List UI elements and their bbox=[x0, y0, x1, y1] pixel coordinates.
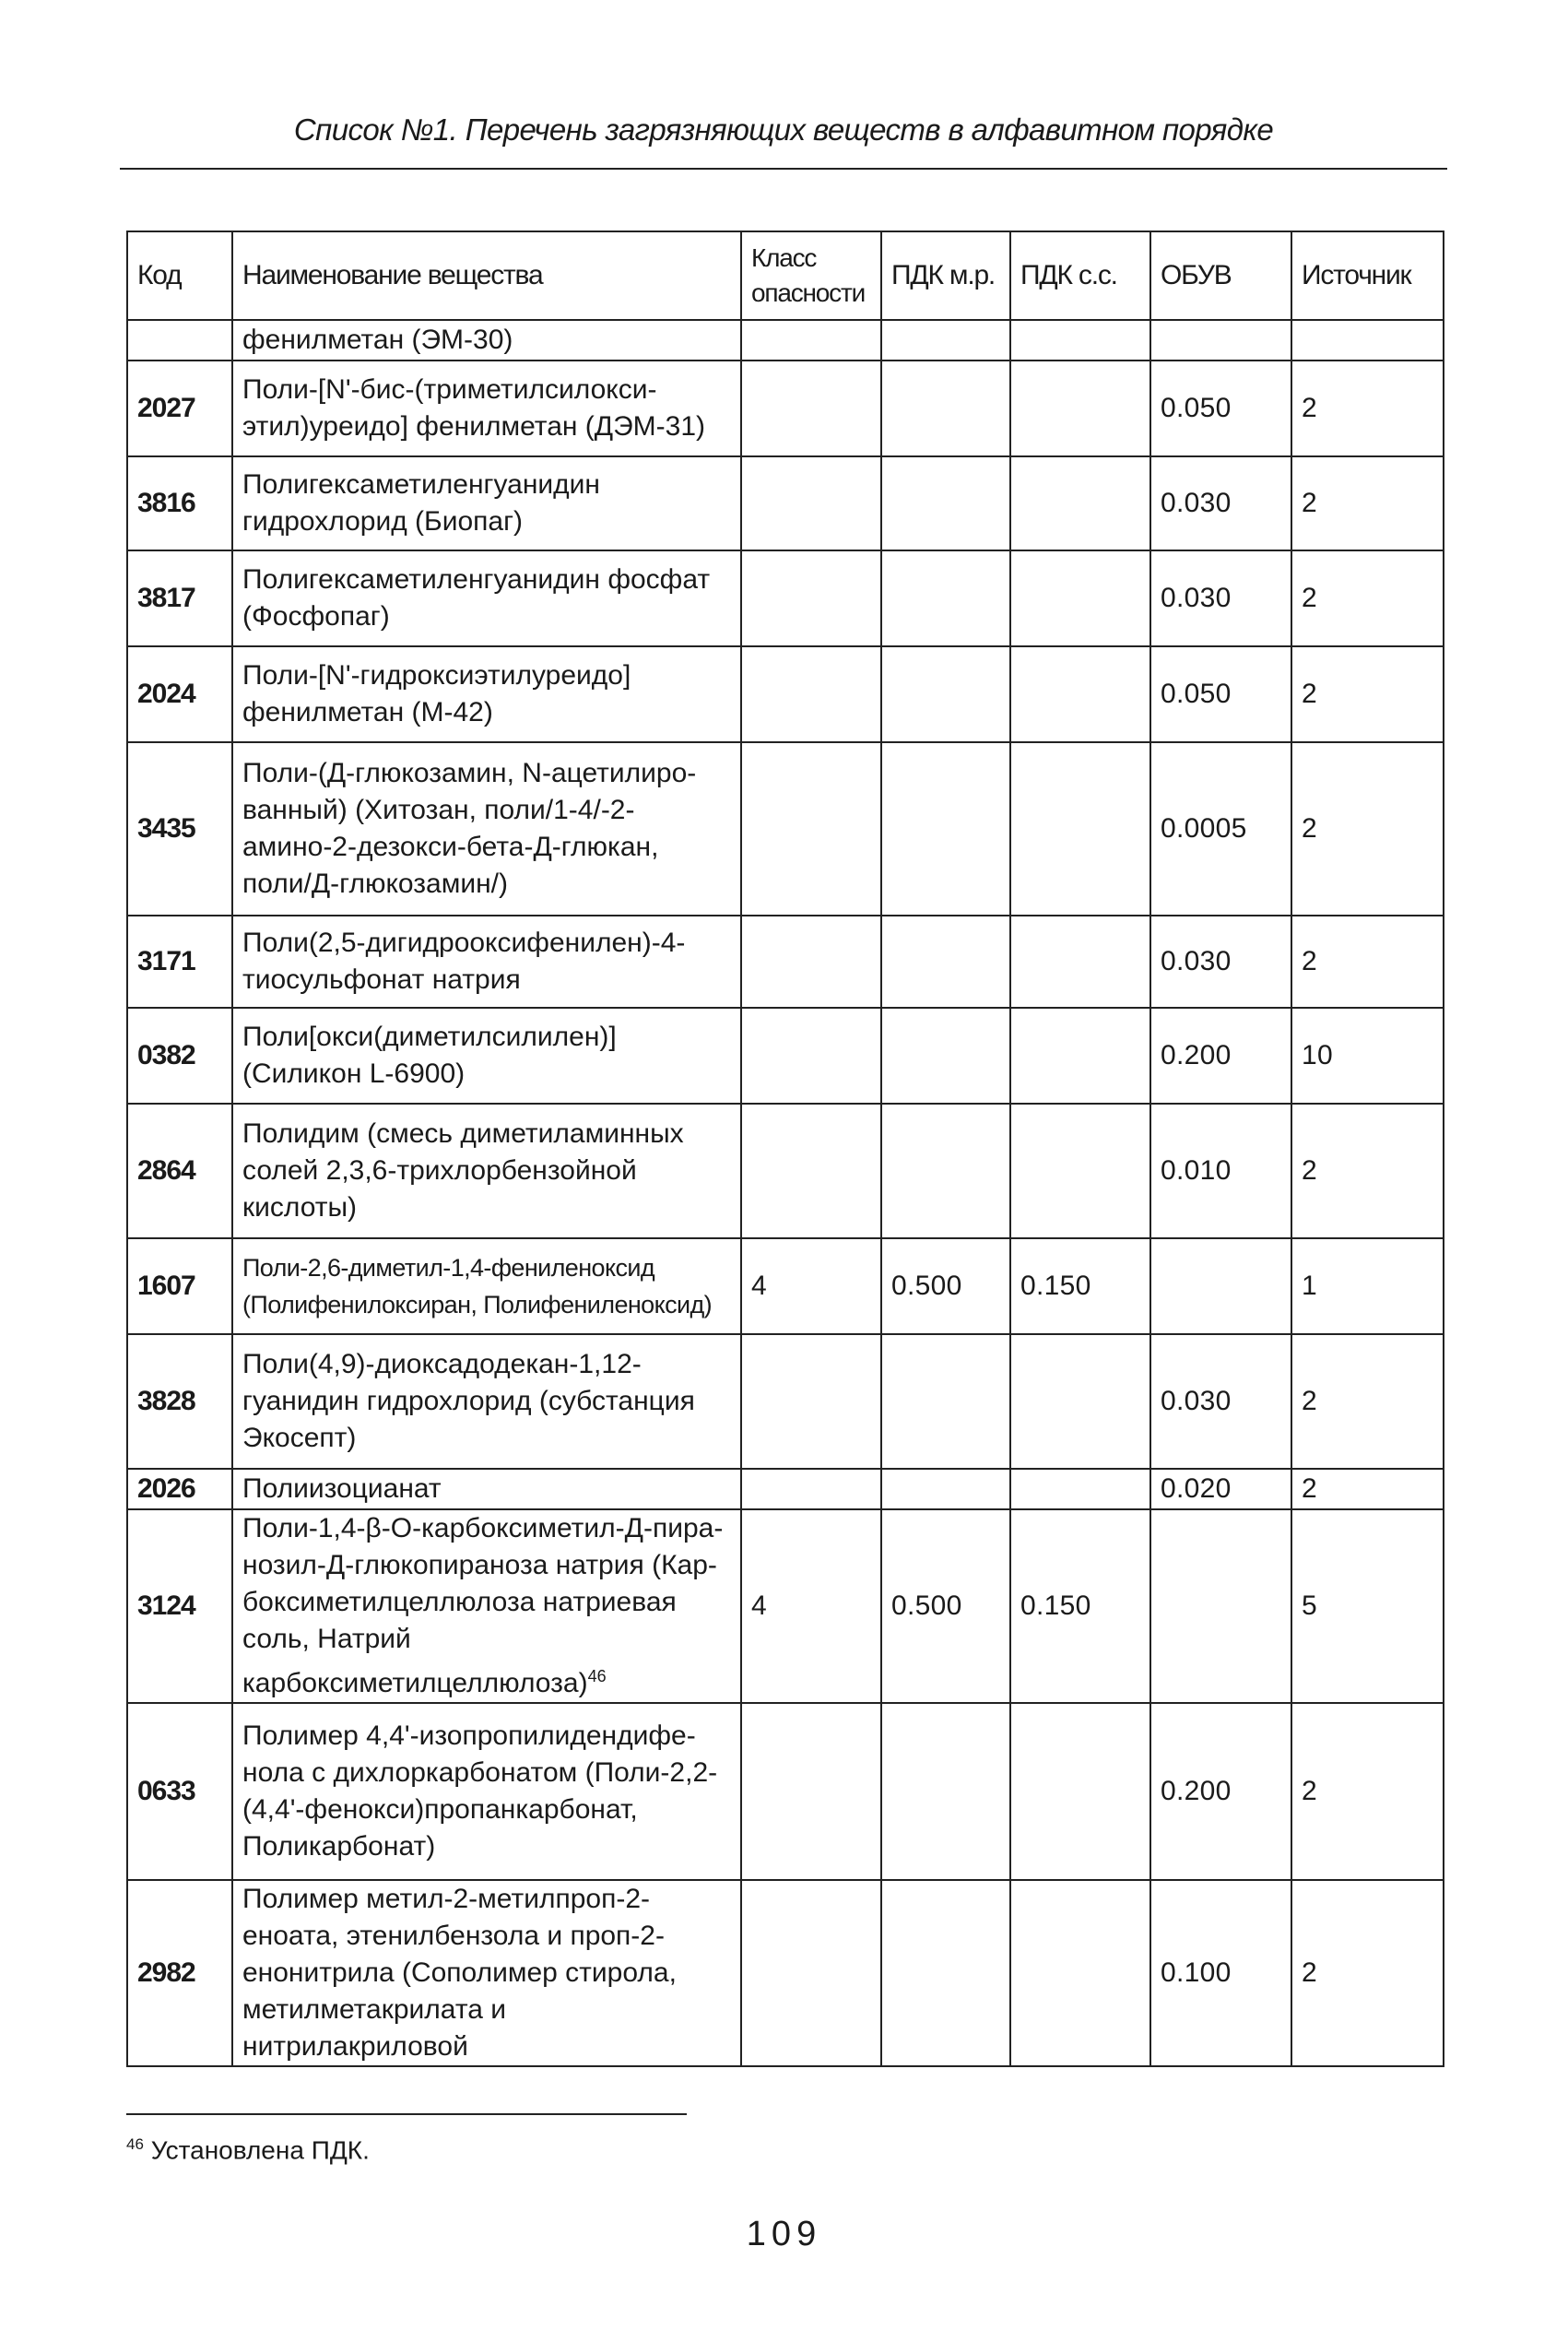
table-row bbox=[127, 1238, 1444, 1334]
cell-name: Поли-[N'-гидроксиэтилуреидо] фенилметан (М-42) bbox=[232, 646, 741, 742]
cell-pdk-mr bbox=[881, 916, 1010, 1008]
footnote-text: Установлена ПДК. bbox=[150, 2135, 370, 2165]
table-row bbox=[127, 916, 1444, 1008]
cell-code: 2026 bbox=[127, 1469, 232, 1509]
table-row bbox=[127, 1334, 1444, 1469]
cell-obuv: 0.050 bbox=[1150, 646, 1291, 742]
cell-name-text: Поли-1,4-β-O-карбоксиметил-Д-пира-нозил-Д-глюкопираноза натрия (Кар-боксиметилцеллюлоза натриевая соль, Натрий карбоксиметилцеллюлоза) bbox=[242, 1513, 724, 1698]
column-header-pdk-ss: ПДК с.с. bbox=[1010, 231, 1150, 320]
footnote-marker: 46 bbox=[126, 2135, 144, 2153]
cell-pdk-ss bbox=[1010, 550, 1150, 646]
cell-name: Поли-2,6-диметил-1,4-фениленоксид (Полифенилоксиран, Полифениленоксид) bbox=[232, 1238, 741, 1334]
cell-pdk-mr: 0.500 bbox=[881, 1238, 1010, 1334]
cell-obuv: 0.010 bbox=[1150, 1104, 1291, 1238]
cell-code: 3435 bbox=[127, 742, 232, 916]
cell-class bbox=[741, 320, 881, 361]
cell-class bbox=[741, 1008, 881, 1104]
table-row bbox=[127, 320, 1444, 361]
table-row bbox=[127, 1509, 1444, 1703]
table-row bbox=[127, 1880, 1444, 2066]
cell-source: 2 bbox=[1291, 1469, 1444, 1509]
column-header-source: Источник bbox=[1291, 231, 1444, 320]
cell-name: Поли-(Д-глюкозамин, N-ацетилиро-ванный) (Хитозан, поли/1-4/-2-амино-2-дезокси-бета-Д-глюкан, поли/Д-глюкозамин/) bbox=[232, 742, 741, 916]
cell-source: 2 bbox=[1291, 646, 1444, 742]
cell-code: 2982 bbox=[127, 1880, 232, 2066]
footnote-ref: 46 bbox=[587, 1667, 607, 1685]
cell-source: 2 bbox=[1291, 1334, 1444, 1469]
cell-pdk-mr bbox=[881, 1104, 1010, 1238]
footnote-rule bbox=[126, 2113, 687, 2115]
cell-code: 0382 bbox=[127, 1008, 232, 1104]
cell-name: Поли[окси(диметилсилилен)] (Силикон L-6900) bbox=[232, 1008, 741, 1104]
cell-obuv: 0.050 bbox=[1150, 361, 1291, 456]
cell-source: 2 bbox=[1291, 1880, 1444, 2066]
column-header-class bbox=[741, 231, 881, 320]
cell-name: Полигексаметиленгуанидин гидрохлорид (Биопаг) bbox=[232, 456, 741, 550]
table-header-row bbox=[127, 231, 1444, 320]
class-header-line1: Класс bbox=[751, 243, 817, 272]
class-header-line2: опасности bbox=[751, 278, 866, 307]
cell-pdk-ss bbox=[1010, 361, 1150, 456]
cell-obuv: 0.030 bbox=[1150, 1334, 1291, 1469]
cell-obuv: 0.020 bbox=[1150, 1469, 1291, 1509]
cell-class: 4 bbox=[741, 1509, 881, 1703]
cell-pdk-ss bbox=[1010, 320, 1150, 361]
cell-class bbox=[741, 646, 881, 742]
cell-code: 0633 bbox=[127, 1703, 232, 1880]
cell-pdk-ss: 0.150 bbox=[1010, 1238, 1150, 1334]
cell-pdk-ss bbox=[1010, 1104, 1150, 1238]
cell-obuv: 0.030 bbox=[1150, 456, 1291, 550]
cell-code: 2027 bbox=[127, 361, 232, 456]
cell-pdk-mr bbox=[881, 742, 1010, 916]
cell-name: Поли-[N'-бис-(триметилсилокси-этил)уреидо] фенилметан (ДЭМ-31) bbox=[232, 361, 741, 456]
cell-pdk-ss bbox=[1010, 1703, 1150, 1880]
cell-pdk-mr bbox=[881, 320, 1010, 361]
cell-pdk-ss bbox=[1010, 456, 1150, 550]
table-row bbox=[127, 361, 1444, 456]
cell-code bbox=[127, 320, 232, 361]
cell-code: 2024 bbox=[127, 646, 232, 742]
footnote bbox=[126, 2135, 370, 2165]
cell-source: 1 bbox=[1291, 1238, 1444, 1334]
cell-class bbox=[741, 1104, 881, 1238]
cell-pdk-mr bbox=[881, 1703, 1010, 1880]
cell-code: 3817 bbox=[127, 550, 232, 646]
header-rule bbox=[120, 168, 1447, 170]
cell-name: фенилметан (ЭМ-30) bbox=[232, 320, 741, 361]
table-row bbox=[127, 1008, 1444, 1104]
cell-class bbox=[741, 456, 881, 550]
cell-name: Полимер метил-2-метилпроп-2-еноата, этенилбензола и проп-2-енонитрила (Сополимер стирола, метилметакрилата и нитрилакриловой bbox=[232, 1880, 741, 2066]
cell-code: 3171 bbox=[127, 916, 232, 1008]
table-row bbox=[127, 550, 1444, 646]
table-row bbox=[127, 1469, 1444, 1509]
cell-pdk-mr bbox=[881, 361, 1010, 456]
cell-pdk-mr bbox=[881, 646, 1010, 742]
cell-code: 1607 bbox=[127, 1238, 232, 1334]
cell-pdk-ss bbox=[1010, 1469, 1150, 1509]
cell-obuv: 0.200 bbox=[1150, 1703, 1291, 1880]
cell-name: Поли(2,5-дигидрооксифенилен)-4-тиосульфонат натрия bbox=[232, 916, 741, 1008]
cell-pdk-mr bbox=[881, 1008, 1010, 1104]
substances-table bbox=[126, 231, 1444, 2067]
cell-code: 2864 bbox=[127, 1104, 232, 1238]
cell-obuv: 0.0005 bbox=[1150, 742, 1291, 916]
cell-obuv bbox=[1150, 1509, 1291, 1703]
cell-code: 3124 bbox=[127, 1509, 232, 1703]
cell-source: 2 bbox=[1291, 916, 1444, 1008]
cell-obuv bbox=[1150, 320, 1291, 361]
cell-obuv: 0.030 bbox=[1150, 550, 1291, 646]
cell-class bbox=[741, 1334, 881, 1469]
cell-obuv: 0.030 bbox=[1150, 916, 1291, 1008]
cell-source: 2 bbox=[1291, 456, 1444, 550]
cell-source bbox=[1291, 320, 1444, 361]
cell-source: 10 bbox=[1291, 1008, 1444, 1104]
cell-pdk-mr bbox=[881, 456, 1010, 550]
cell-pdk-ss bbox=[1010, 1880, 1150, 2066]
cell-name: Полигексаметиленгуанидин фосфат (Фосфопаг) bbox=[232, 550, 741, 646]
table-row bbox=[127, 1104, 1444, 1238]
cell-class bbox=[741, 550, 881, 646]
cell-pdk-ss bbox=[1010, 1334, 1150, 1469]
cell-source: 5 bbox=[1291, 1509, 1444, 1703]
column-header-name: Наименование вещества bbox=[232, 231, 741, 320]
cell-class bbox=[741, 1703, 881, 1880]
column-header-code: Код bbox=[127, 231, 232, 320]
cell-pdk-mr bbox=[881, 1334, 1010, 1469]
cell-pdk-ss bbox=[1010, 916, 1150, 1008]
cell-name bbox=[232, 1509, 741, 1703]
page-header: Список №1. Перечень загрязняющих веществ в алфавитном порядке bbox=[293, 112, 1274, 147]
cell-pdk-ss bbox=[1010, 646, 1150, 742]
cell-code: 3816 bbox=[127, 456, 232, 550]
cell-class bbox=[741, 916, 881, 1008]
cell-source: 2 bbox=[1291, 361, 1444, 456]
cell-pdk-mr: 0.500 bbox=[881, 1509, 1010, 1703]
cell-obuv: 0.100 bbox=[1150, 1880, 1291, 2066]
cell-obuv: 0.200 bbox=[1150, 1008, 1291, 1104]
cell-pdk-mr bbox=[881, 1880, 1010, 2066]
cell-source: 2 bbox=[1291, 742, 1444, 916]
cell-obuv bbox=[1150, 1238, 1291, 1334]
cell-source: 2 bbox=[1291, 1104, 1444, 1238]
column-header-obuv: ОБУВ bbox=[1150, 231, 1291, 320]
cell-class: 4 bbox=[741, 1238, 881, 1334]
cell-name: Поли(4,9)-диоксадодекан-1,12-гуанидин гидрохлорид (субстанция Экосепт) bbox=[232, 1334, 741, 1469]
cell-class bbox=[741, 361, 881, 456]
page-number: 109 bbox=[746, 2215, 822, 2253]
cell-name: Полимер 4,4'-изопропилидендифе-нола с дихлоркарбонатом (Поли-2,2-(4,4'-фенокси)пропанкарбонат, Поликарбонат) bbox=[232, 1703, 741, 1880]
cell-class bbox=[741, 1469, 881, 1509]
cell-name: Полиизоцианат bbox=[232, 1469, 741, 1509]
cell-pdk-mr bbox=[881, 550, 1010, 646]
cell-pdk-ss: 0.150 bbox=[1010, 1509, 1150, 1703]
cell-name: Полидим (смесь диметиламинных солей 2,3,6-трихлорбензойной кислоты) bbox=[232, 1104, 741, 1238]
cell-source: 2 bbox=[1291, 1703, 1444, 1880]
column-header-pdk-mr: ПДК м.р. bbox=[881, 231, 1010, 320]
table-row bbox=[127, 646, 1444, 742]
cell-pdk-mr bbox=[881, 1469, 1010, 1509]
cell-source: 2 bbox=[1291, 550, 1444, 646]
cell-code: 3828 bbox=[127, 1334, 232, 1469]
cell-class bbox=[741, 1880, 881, 2066]
table-row bbox=[127, 456, 1444, 550]
cell-pdk-ss bbox=[1010, 742, 1150, 916]
cell-pdk-ss bbox=[1010, 1008, 1150, 1104]
table-row bbox=[127, 1703, 1444, 1880]
cell-class bbox=[741, 742, 881, 916]
table-row bbox=[127, 742, 1444, 916]
